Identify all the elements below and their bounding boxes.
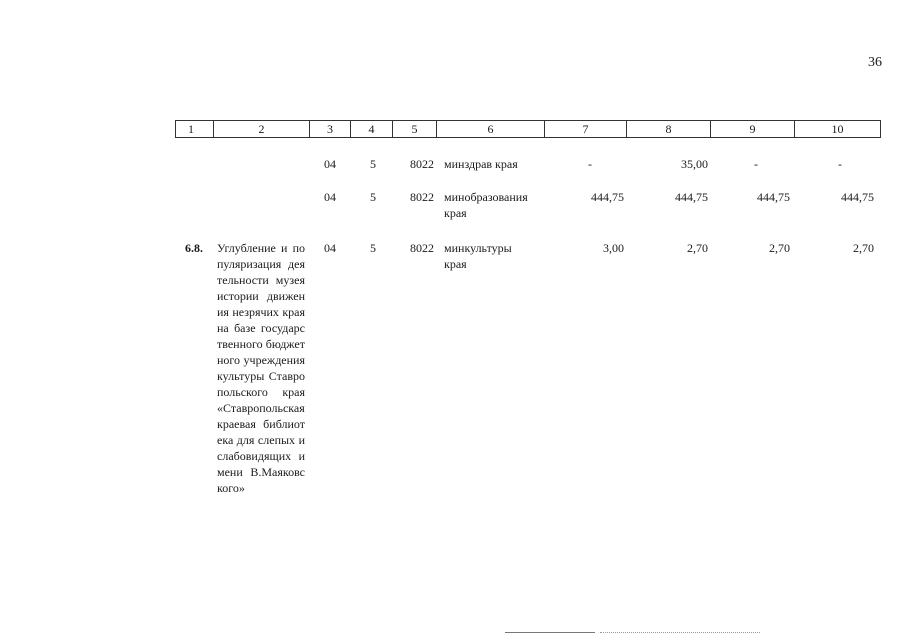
cell-article: 8022	[410, 190, 434, 204]
cell-item-number: 6.8.	[185, 241, 203, 255]
table-header-row	[175, 120, 881, 138]
cell-code: 04	[324, 190, 336, 204]
cell-value-8: 2,70	[687, 241, 708, 255]
table-header-col-3: 3	[310, 121, 351, 137]
table-header-col-10: 10	[831, 122, 844, 136]
cell-executor: минздрав края	[444, 157, 518, 171]
cell-value-7: 3,00	[603, 241, 624, 255]
cell-subsection: 5	[370, 157, 376, 171]
table-header-col-4: 4	[351, 121, 393, 137]
table-header-col-9: 9	[711, 121, 795, 137]
cell-value-9: -	[754, 157, 758, 171]
scan-artifact-line	[505, 632, 595, 633]
cell-article: 8022	[410, 241, 434, 255]
cell-value-8: 444,75	[675, 190, 708, 204]
cell-value-10: 444,75	[841, 190, 874, 204]
table-header-col-5: 5	[393, 121, 437, 137]
cell-value-9: 444,75	[757, 190, 790, 204]
table-header-col-8: 8	[627, 121, 711, 137]
table-header-col-1: 1	[176, 121, 214, 137]
cell-code: 04	[324, 241, 336, 255]
cell-value-8: 35,00	[681, 157, 708, 171]
cell-article: 8022	[410, 157, 434, 171]
cell-subsection: 5	[370, 241, 376, 255]
cell-value-7: 444,75	[591, 190, 624, 204]
page-number: 36	[868, 55, 882, 70]
cell-value-10: -	[838, 157, 842, 171]
cell-executor: минобразования края	[444, 190, 528, 220]
cell-code: 04	[324, 157, 336, 171]
cell-value-7: -	[588, 157, 592, 171]
cell-value-9: 2,70	[769, 241, 790, 255]
cell-item-name: Углубление и популяризация деятельности музея истории движения незрячих края на базе государственного бюджетного учреждения культуры Ставропольского края «Ставропольская краевая библиотека для слепых и слабовидящих имени В.Маяковского»	[217, 241, 305, 495]
cell-executor: минкультуры края	[444, 241, 512, 271]
table-header-col-6: 6	[437, 121, 545, 137]
scan-artifact-dots	[600, 632, 760, 634]
table-header-col-7: 7	[545, 121, 627, 137]
table-header-col-2: 2	[214, 121, 310, 137]
cell-subsection: 5	[370, 190, 376, 204]
cell-value-10: 2,70	[853, 241, 874, 255]
